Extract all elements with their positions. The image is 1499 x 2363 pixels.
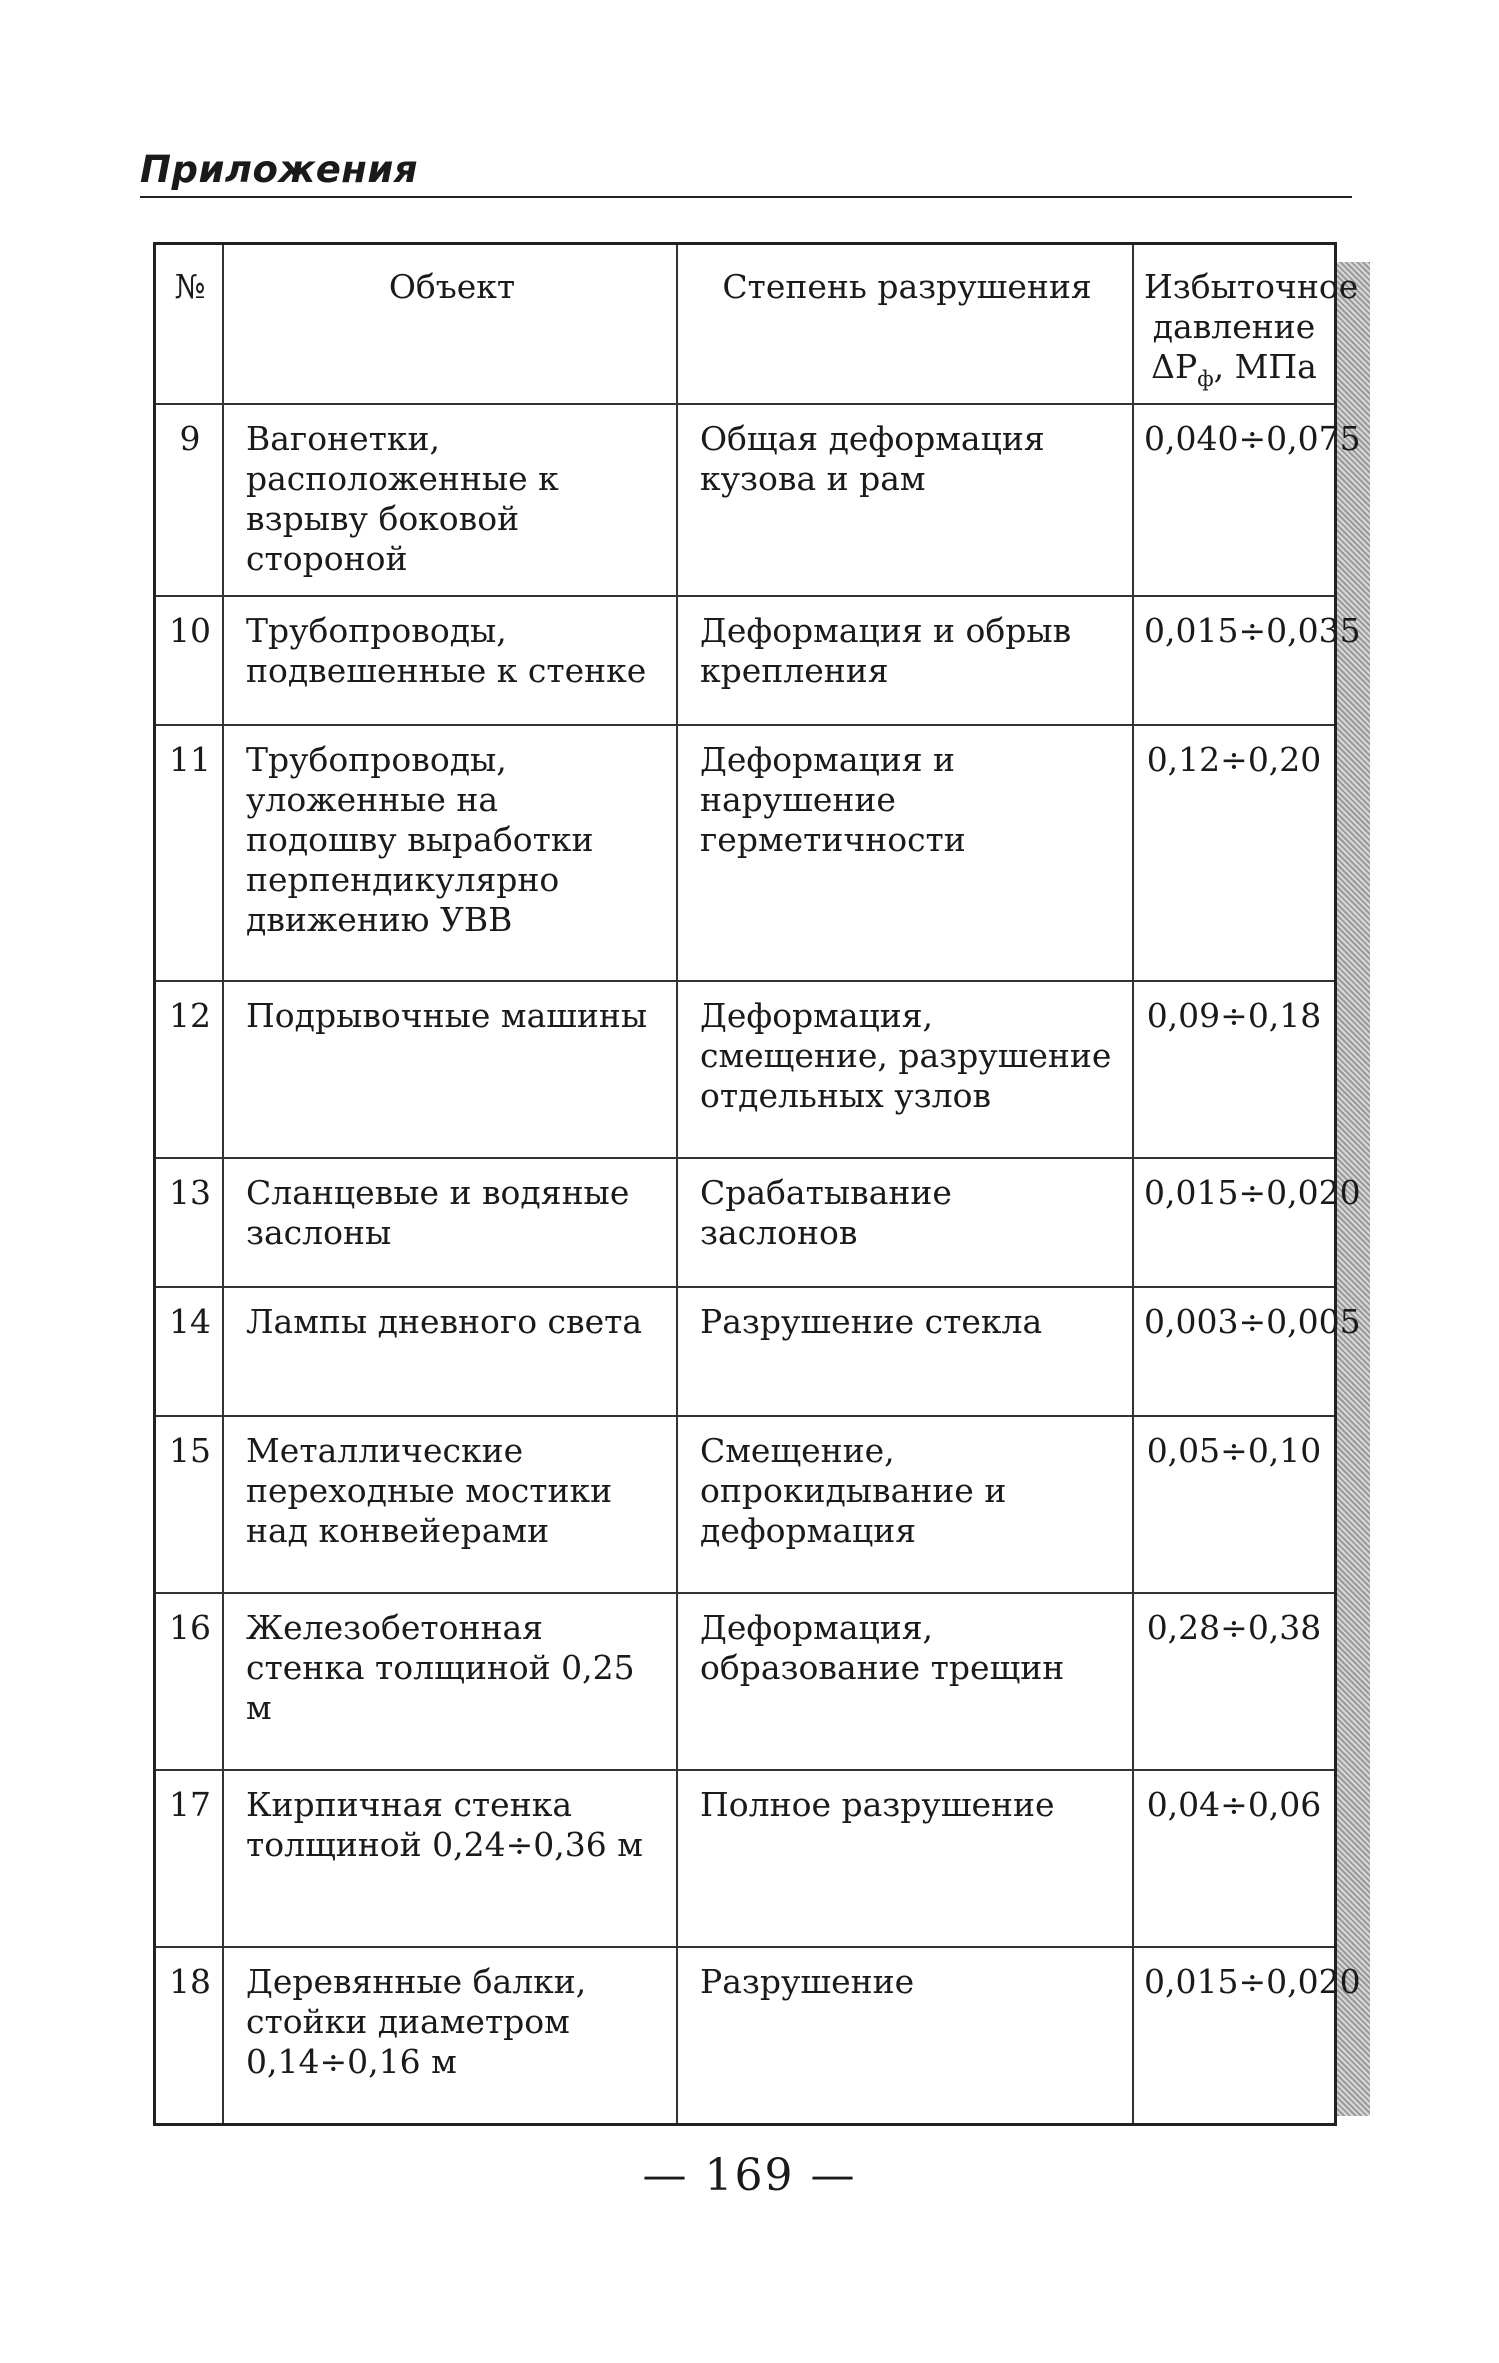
- table-row: [155, 1947, 1336, 2124]
- row-num: 10: [155, 596, 224, 725]
- row-object: Сланцевые и водяные заслоны: [223, 1158, 677, 1287]
- row-degree: Срабатывание заслонов: [677, 1158, 1133, 1287]
- row-object: Кирпичная стенка толщиной 0,24÷0,36 м: [223, 1770, 677, 1947]
- row-pressure: 0,003÷0,005: [1133, 1287, 1336, 1416]
- row-num: 18: [155, 1947, 224, 2124]
- row-pressure: 0,28÷0,38: [1133, 1593, 1336, 1770]
- table-row: [155, 1416, 1336, 1593]
- table-body: [155, 404, 1361, 2124]
- table-row: [155, 1770, 1336, 1947]
- row-num: 12: [155, 981, 224, 1158]
- row-object: Железобетонная стенка толщиной 0,25 м: [223, 1593, 677, 1770]
- row-degree: Полное разрушение: [677, 1770, 1133, 1947]
- table-row: [155, 596, 1336, 725]
- table-row: [155, 1158, 1336, 1287]
- col-header-object: Объект: [223, 244, 677, 405]
- table-row: [155, 1593, 1336, 1770]
- row-object: Лампы дневного света: [223, 1287, 677, 1416]
- row-object: Трубопроводы, уложенные на подошву выработки перпендикулярно движению УВВ: [223, 725, 677, 981]
- table-row: [155, 404, 1336, 596]
- row-num: 14: [155, 1287, 224, 1416]
- row-pressure: 0,015÷0,020: [1133, 1947, 1336, 2124]
- row-pressure: 0,12÷0,20: [1133, 725, 1336, 981]
- row-object: Металлические переходные мостики над конвейерами: [223, 1416, 677, 1593]
- row-degree: Разрушение: [677, 1947, 1133, 2124]
- table-row: [155, 981, 1336, 1158]
- row-object: Подрывочные машины: [223, 981, 677, 1158]
- table-header-row: [155, 244, 1336, 405]
- row-degree: Общая деформация кузова и рам: [677, 404, 1133, 596]
- col-header-degree: Степень разрушения: [677, 244, 1133, 405]
- page-number: — 169 —: [642, 2150, 857, 2201]
- row-pressure: 0,040÷0,075: [1133, 404, 1336, 596]
- col-header-num: №: [155, 244, 224, 405]
- section-header: Приложения: [140, 148, 419, 191]
- row-num: 17: [155, 1770, 224, 1947]
- row-degree: Деформация, образование трещин: [677, 1593, 1133, 1770]
- row-num: 11: [155, 725, 224, 981]
- table-row: [155, 725, 1336, 981]
- row-degree: Смещение, опрокидывание и деформация: [677, 1416, 1133, 1593]
- row-object: Вагонетки, расположенные к взрыву боковой стороной: [223, 404, 677, 596]
- row-pressure: 0,015÷0,020: [1133, 1158, 1336, 1287]
- row-pressure: 0,05÷0,10: [1133, 1416, 1336, 1593]
- row-degree: Деформация, смещение, разрушение отдельных узлов: [677, 981, 1133, 1158]
- row-pressure: 0,015÷0,035: [1133, 596, 1336, 725]
- header-rule: [140, 196, 1352, 198]
- row-num: 13: [155, 1158, 224, 1287]
- table-row: [155, 1287, 1336, 1416]
- row-num: 15: [155, 1416, 224, 1593]
- damage-table: [153, 242, 1361, 2126]
- row-pressure: 0,04÷0,06: [1133, 1770, 1336, 1947]
- row-object: Деревянные балки, стойки диаметром 0,14÷0,16 м: [223, 1947, 677, 2124]
- col-header-pressure: Избыточное давление $\Delta P_ф$, МПа: [1133, 244, 1336, 405]
- row-degree: Деформация и нарушение герметичности: [677, 725, 1133, 981]
- row-degree: Деформация и обрыв крепления: [677, 596, 1133, 725]
- row-num: 9: [155, 404, 224, 596]
- row-num: 16: [155, 1593, 224, 1770]
- row-degree: Разрушение стекла: [677, 1287, 1133, 1416]
- row-object: Трубопроводы, подвешенные к стенке: [223, 596, 677, 725]
- row-pressure: 0,09÷0,18: [1133, 981, 1336, 1158]
